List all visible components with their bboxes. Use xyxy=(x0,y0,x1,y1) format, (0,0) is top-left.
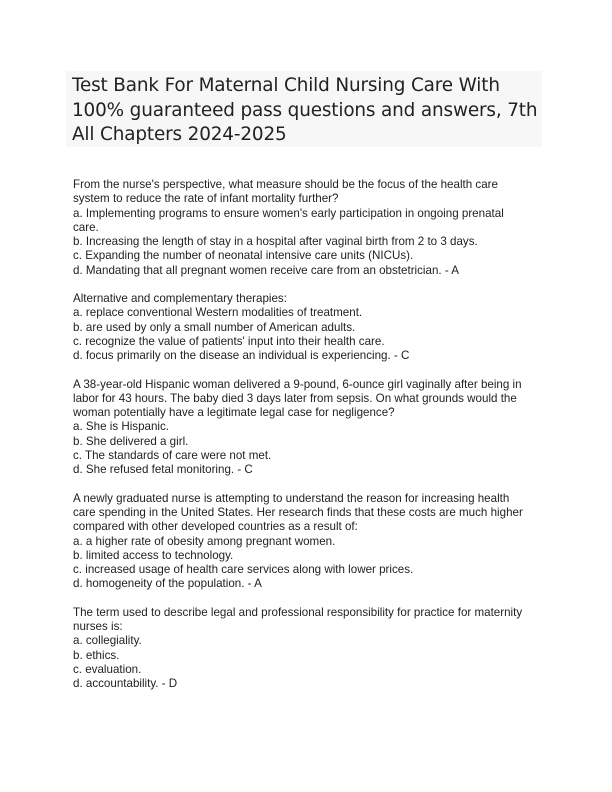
answer-option: b. ethics. xyxy=(73,648,120,662)
answer-option: b. She delivered a girl. xyxy=(73,434,189,448)
question-stem-line: From the nurse's perspective, what measure should be the focus of the health care xyxy=(73,178,498,191)
answer-option: a. replace conventional Western modalities of treatment. xyxy=(73,306,363,320)
answer-option: a. a higher rate of obesity among pregnant women. xyxy=(73,534,336,548)
question-stem-line: Alternative and complementary therapies: xyxy=(73,292,287,306)
answer-option: a. collegiality. xyxy=(73,634,142,648)
question-stem-line: compared with other developed countries as a result of: xyxy=(73,520,358,534)
question-stem-line: woman potentially have a legitimate legal case for negligence? xyxy=(73,406,395,420)
question-1 xyxy=(73,178,543,278)
question-stem-line: A newly graduated nurse is attempting to understand the reason for increasing health xyxy=(73,491,510,505)
answer-option: d. She refused fetal monitoring. - C xyxy=(73,463,253,477)
title-line: All Chapters 2024-2025 xyxy=(72,124,287,146)
question-2 xyxy=(73,292,543,363)
question-stem-line: nurses is: xyxy=(73,620,123,634)
question-stem-line: system to reduce the rate of infant mortality further? xyxy=(73,192,339,206)
answer-option: c. increased usage of health care services along with lower prices. xyxy=(73,563,414,577)
answer-option: a. She is Hispanic. xyxy=(73,420,170,434)
answer-option: c. evaluation. xyxy=(73,662,142,676)
question-5 xyxy=(73,606,543,692)
answer-option: c. recognize the value of patients' input into their health care. xyxy=(73,334,385,348)
answer-option: d. homogeneity of the population. - A xyxy=(73,577,262,591)
question-stem-line: care spending in the United States. Her research finds that these costs are much higher xyxy=(73,505,523,519)
answer-option: b. limited access to technology. xyxy=(73,548,234,562)
answer-option: d. Mandating that all pregnant women receive care from an obstetrician. - A xyxy=(73,263,460,277)
title-line: 100% guaranteed pass questions and answers, 7th xyxy=(72,99,538,121)
document-title xyxy=(66,71,542,147)
answer-option: b. are used by only a small number of American adults. xyxy=(73,320,356,334)
answer-option: b. Increasing the length of stay in a hospital after vaginal birth from 2 to 3 days. xyxy=(73,235,478,249)
question-list xyxy=(73,178,543,706)
answer-option: care. xyxy=(73,220,99,234)
question-stem-line: labor for 43 hours. The baby died 3 days later from sepsis. On what grounds would the xyxy=(73,391,517,405)
answer-option: c. The standards of care were not met. xyxy=(73,449,272,463)
answer-option: d. focus primarily on the disease an individual is experiencing. - C xyxy=(73,349,410,363)
question-4 xyxy=(73,492,543,592)
question-stem-line: A 38-year-old Hispanic woman delivered a 9-pound, 6-ounce girl vaginally after being in xyxy=(73,377,522,391)
answer-option: d. accountability. - D xyxy=(73,677,178,691)
title-line: Test Bank For Maternal Child Nursing Care With xyxy=(72,75,500,96)
question-stem-line: The term used to describe legal and professional responsibility for practice for maternity xyxy=(73,605,523,619)
question-3 xyxy=(73,378,543,478)
answer-option: a. Implementing programs to ensure women's early participation in ongoing prenatal xyxy=(73,206,504,220)
answer-option: c. Expanding the number of neonatal intensive care units (NICUs). xyxy=(73,249,414,263)
